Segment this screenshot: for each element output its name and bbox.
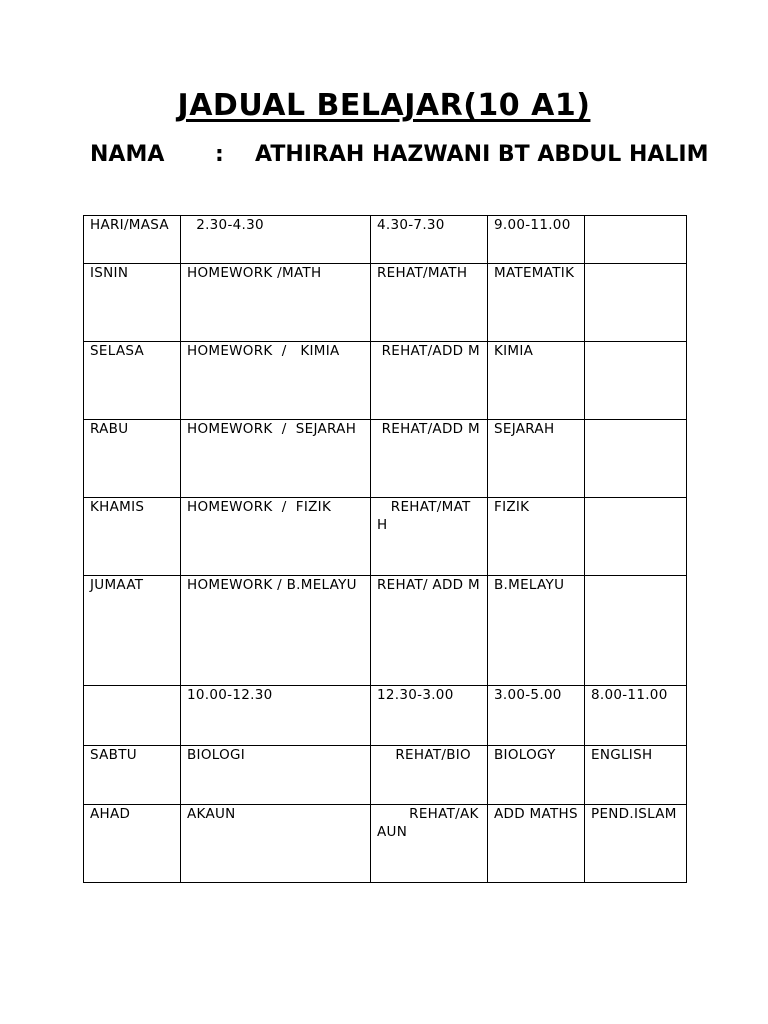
table-row	[84, 805, 687, 883]
table-cell: ISNIN	[84, 264, 181, 342]
table-cell: REHAT/ ADD M	[371, 576, 488, 686]
table-cell: RABU	[84, 420, 181, 498]
table-cell: REHAT/BIO	[371, 746, 488, 805]
table-cell: REHAT/ADD M	[371, 342, 488, 420]
table-cell: 9.00-11.00	[488, 216, 585, 264]
table-cell: ADD MATHS	[488, 805, 585, 883]
table-cell: SABTU	[84, 746, 181, 805]
table-cell: REHAT/MATH	[371, 498, 488, 576]
table-cell: 8.00-11.00	[585, 686, 687, 746]
table-cell: REHAT/ADD M	[371, 420, 488, 498]
table-row	[84, 576, 687, 686]
table-cell: BIOLOGY	[488, 746, 585, 805]
table-row	[84, 498, 687, 576]
table-cell: AKAUN	[181, 805, 371, 883]
table-cell: PEND.ISLAM	[585, 805, 687, 883]
table-row	[84, 264, 687, 342]
table-header-row	[84, 686, 687, 746]
student-name-line	[90, 140, 710, 170]
table-cell: KIMIA	[488, 342, 585, 420]
table-cell: FIZIK	[488, 498, 585, 576]
table-cell	[585, 216, 687, 264]
table-cell: 2.30-4.30	[181, 216, 371, 264]
table-cell: HOMEWORK / KIMIA	[181, 342, 371, 420]
table-cell: ENGLISH	[585, 746, 687, 805]
table-cell: B.MELAYU	[488, 576, 585, 686]
table-cell: 3.00-5.00	[488, 686, 585, 746]
page-title: JADUAL BELAJAR(10 A1)	[177, 88, 591, 123]
table-cell: BIOLOGI	[181, 746, 371, 805]
name-label: NAMA	[90, 142, 165, 167]
table-cell: MATEMATIK	[488, 264, 585, 342]
table-cell: JUMAAT	[84, 576, 181, 686]
table-cell: 12.30-3.00	[371, 686, 488, 746]
table-cell: KHAMIS	[84, 498, 181, 576]
table-cell	[585, 420, 687, 498]
table-row	[84, 420, 687, 498]
table-cell: HOMEWORK / FIZIK	[181, 498, 371, 576]
table-cell: 10.00-12.30	[181, 686, 371, 746]
table-cell	[585, 342, 687, 420]
name-colon: :	[215, 142, 224, 167]
table-cell: REHAT/MATH	[371, 264, 488, 342]
table-row	[84, 342, 687, 420]
student-name: ATHIRAH HAZWANI BT ABDUL HALIM	[255, 142, 709, 167]
table-cell: REHAT/AKAUN	[371, 805, 488, 883]
table-cell: HOMEWORK /MATH	[181, 264, 371, 342]
table-cell: HARI/MASA	[84, 216, 181, 264]
table-cell: 4.30-7.30	[371, 216, 488, 264]
table-cell: AHAD	[84, 805, 181, 883]
table-cell: SELASA	[84, 342, 181, 420]
table-row	[84, 746, 687, 805]
table-header-row	[84, 216, 687, 264]
table-cell	[585, 498, 687, 576]
timetable	[83, 215, 687, 883]
table-cell: HOMEWORK / B.MELAYU	[181, 576, 371, 686]
table-cell: SEJARAH	[488, 420, 585, 498]
table-cell	[84, 686, 181, 746]
table-cell	[585, 264, 687, 342]
table-cell	[585, 576, 687, 686]
table-cell: HOMEWORK / SEJARAH	[181, 420, 371, 498]
